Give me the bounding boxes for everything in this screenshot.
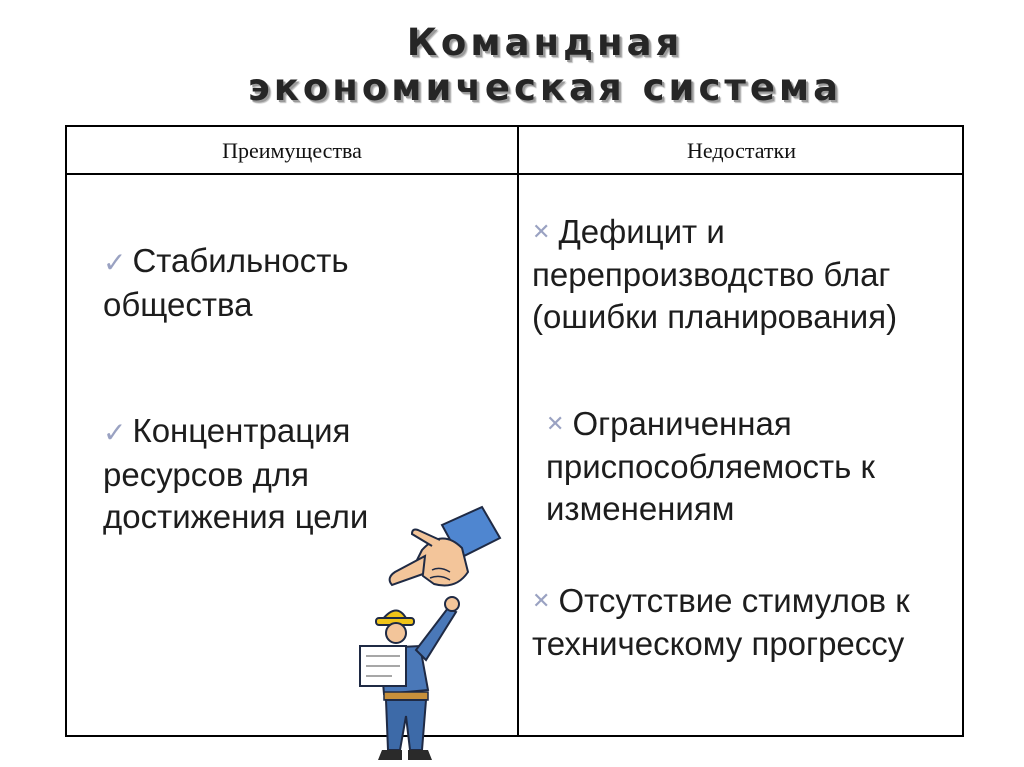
header-divider — [67, 173, 962, 175]
slide-title-line-2: экономическая система — [247, 66, 843, 109]
disadvantage-text-line: Ограниченная — [572, 405, 792, 442]
disadvantage-item — [532, 580, 910, 665]
disadvantage-item — [532, 211, 897, 338]
disadvantage-text-line: Дефицит и — [558, 213, 725, 250]
worker-figure — [360, 597, 459, 760]
advantage-item — [103, 410, 368, 538]
checkmark-icon: ✓ — [103, 416, 127, 449]
advantage-text-line: достижения цели — [103, 498, 369, 535]
disadvantage-text-line: техническому прогрессу — [532, 625, 905, 662]
disadvantage-text-line: изменениям — [546, 490, 735, 527]
disadvantage-text-line: приспособляемость к — [546, 448, 875, 485]
disadvantage-text-line: перепроизводство благ — [532, 256, 891, 293]
disadvantage-text-line: (ошибки планирования) — [532, 298, 898, 335]
cross-icon: ✕ — [546, 412, 565, 437]
slide-title-line-1: Командная — [406, 21, 684, 64]
advantage-text-line: общества — [103, 286, 253, 323]
worker-pointing-hand-illustration — [330, 500, 510, 767]
disadvantage-text-line: Отсутствие стимулов к — [558, 582, 910, 619]
pointing-hand-icon — [390, 507, 500, 586]
advantage-text-line: Концентрация — [132, 412, 351, 449]
advantage-text-line: ресурсов для — [103, 456, 309, 493]
disadvantage-item — [546, 403, 875, 530]
slide-title — [0, 20, 1024, 110]
cross-icon: ✕ — [532, 220, 551, 245]
header-disadvantages: Недостатки — [686, 138, 797, 163]
checkmark-icon: ✓ — [103, 246, 127, 279]
advantage-text-line: Стабильность — [132, 242, 349, 279]
cross-icon: ✕ — [532, 589, 551, 614]
advantage-item — [103, 240, 349, 326]
header-advantages: Преимущества — [222, 138, 362, 163]
column-divider — [517, 127, 519, 735]
